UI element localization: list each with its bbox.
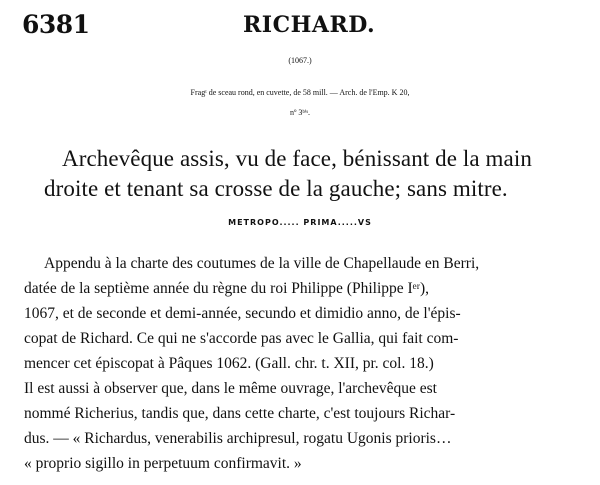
entry-date: (1067.) [288,56,312,65]
note-line: mencer cet épiscopat à Pâques 1062. (Gall. chr. t. XII, pr. col. 18.) [24,355,434,372]
note-line: dus. — « Richardus, venerabilis archipresul, rogatu Ugonis prioris… [24,430,452,447]
note-line: 1067, et de seconde et demi-année, secundo et dimidio anno, de l'épis- [24,305,461,322]
seal-legend: METROPO..... PRIMA.....VS [228,218,372,227]
seal-type-line: droite et tenant sa crosse de la gauche; sans mitre. [44,176,508,201]
seal-description-line: nº 3ᵇⁱˢ. [289,108,311,117]
note-line: « proprio sigillo in perpetuum confirmavit. » [24,455,302,472]
entry-name: RICHARD. [243,12,376,38]
seal-type-line: Archevêque assis, vu de face, bénissant de la main [62,146,532,171]
note-line: Appendu à la charte des coutumes de la ville de Chapellaude en Berri, [44,255,480,272]
note-line: datée de la septième année du règne du roi Philippe (Philippe Iᵉʳ), [24,280,430,297]
seal-description-line: Fragᵗ de sceau rond, en cuvette, de 58 mill. — Arch. de l'Emp. K 20, [190,88,410,97]
note-line: nommé Richerius, tandis que, dans cette charte, c'est toujours Richar- [24,405,456,422]
entry-number: 6381 [22,10,90,39]
note-line: copat de Richard. Ce qui ne s'accorde pas avec le Gallia, qui fait com- [24,330,459,347]
note-line: Il est aussi à observer que, dans le même ouvrage, l'archevêque est [24,380,437,397]
